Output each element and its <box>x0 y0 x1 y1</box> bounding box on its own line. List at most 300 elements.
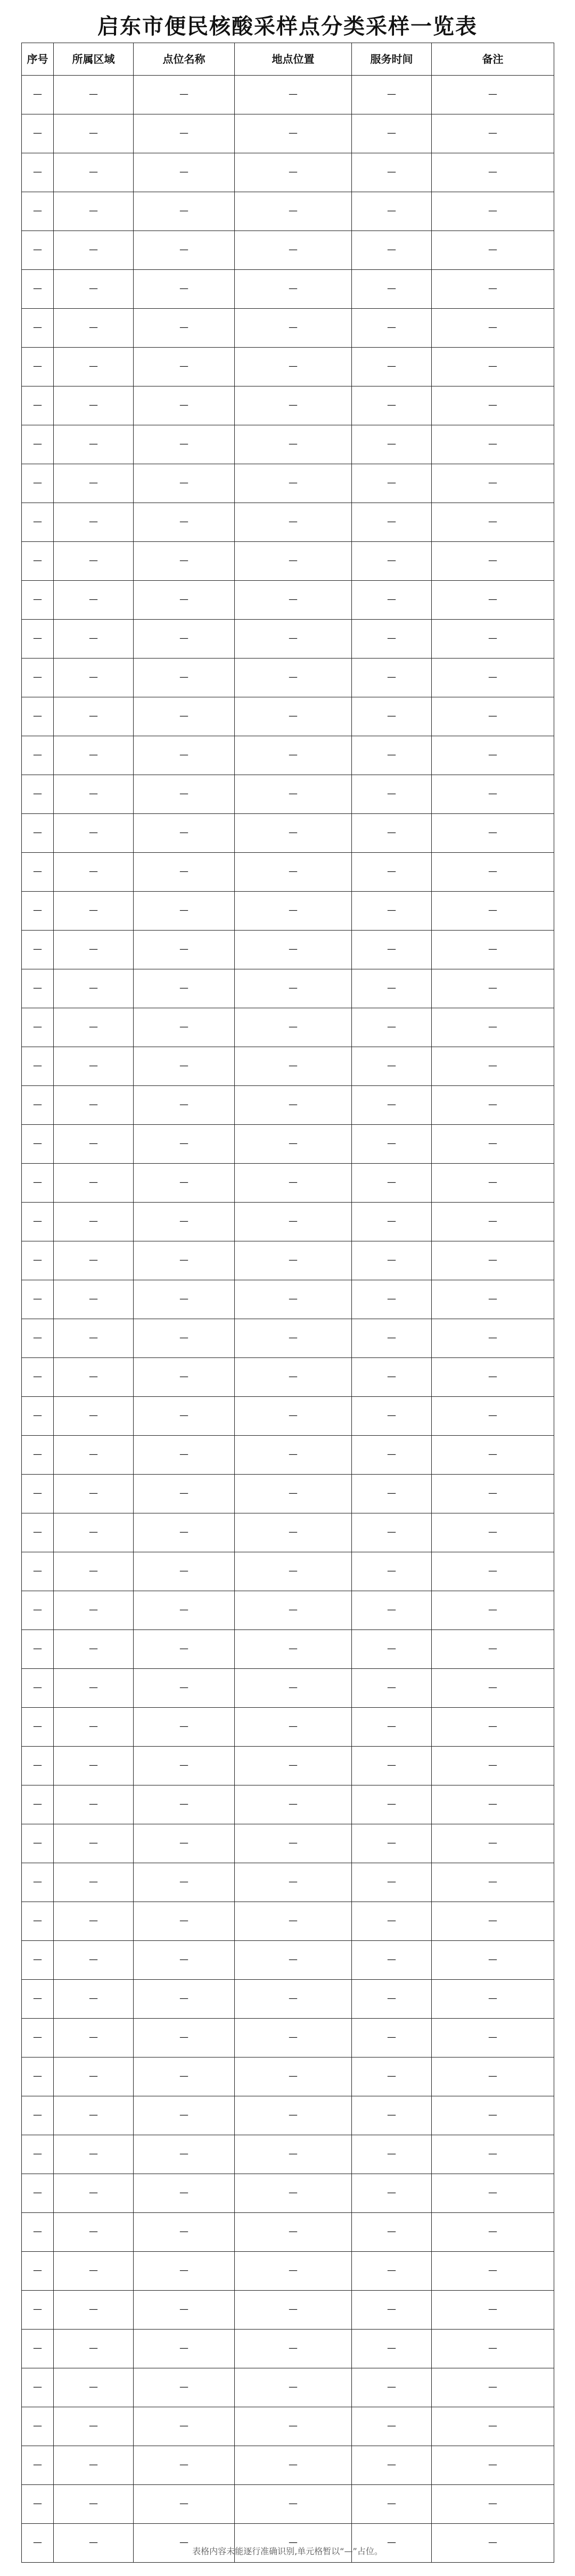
table-cell: — <box>352 2019 432 2057</box>
table-cell: — <box>235 309 352 348</box>
table-cell: — <box>432 697 554 736</box>
table-cell: — <box>54 2135 134 2174</box>
table-cell: — <box>134 1630 235 1669</box>
table-row <box>22 348 554 386</box>
table-cell: — <box>432 76 554 114</box>
table-cell: — <box>432 114 554 153</box>
table-cell: — <box>54 1902 134 1941</box>
table-cell: — <box>22 1125 54 1164</box>
table-cell: — <box>235 348 352 386</box>
table-cell: — <box>235 1513 352 1552</box>
table-cell: — <box>352 1436 432 1475</box>
table-cell: — <box>22 1630 54 1669</box>
table-cell: — <box>54 1630 134 1669</box>
table-row <box>22 814 554 853</box>
table-row <box>22 2330 554 2368</box>
table-cell: — <box>22 542 54 581</box>
table-cell: — <box>432 386 554 425</box>
table-cell: — <box>54 620 134 659</box>
table-cell: — <box>352 581 432 620</box>
table-cell: — <box>432 2330 554 2368</box>
table-cell: — <box>352 1863 432 1902</box>
table-cell: — <box>54 2368 134 2407</box>
table-cell: — <box>54 386 134 425</box>
table-cell: — <box>22 1008 54 1047</box>
table-cell: — <box>235 2446 352 2485</box>
table-cell: — <box>22 114 54 153</box>
table-cell: — <box>432 659 554 697</box>
table-cell: — <box>235 503 352 542</box>
table-cell: — <box>352 1669 432 1708</box>
table-cell: — <box>22 503 54 542</box>
table-cell: — <box>54 2407 134 2446</box>
table-cell: — <box>22 2019 54 2057</box>
table-cell: — <box>235 1708 352 1747</box>
table-cell: — <box>352 270 432 309</box>
table-cell: — <box>22 1669 54 1708</box>
table-row <box>22 1669 554 1708</box>
table-cell: — <box>54 1203 134 1241</box>
table-cell: — <box>22 1902 54 1941</box>
table-cell: — <box>432 542 554 581</box>
table-cell: — <box>352 2252 432 2291</box>
table-cell: — <box>432 1125 554 1164</box>
table-row <box>22 542 554 581</box>
table-cell: — <box>54 2485 134 2524</box>
table-cell: — <box>22 892 54 931</box>
table-cell: — <box>352 2291 432 2330</box>
table-row <box>22 192 554 231</box>
table-cell: — <box>352 2135 432 2174</box>
table-cell: — <box>22 1513 54 1552</box>
table-cell: — <box>54 1280 134 1319</box>
table-cell: — <box>235 2057 352 2096</box>
table-cell: — <box>352 1280 432 1319</box>
table-cell: — <box>235 1669 352 1708</box>
table-cell: — <box>432 620 554 659</box>
table-cell: — <box>432 931 554 969</box>
table-cell: — <box>432 2096 554 2135</box>
table-cell: — <box>54 1747 134 1785</box>
table-cell: — <box>134 1669 235 1708</box>
table-cell: — <box>54 2019 134 2057</box>
table-cell: — <box>22 931 54 969</box>
table-cell: — <box>134 1980 235 2019</box>
table-cell: — <box>235 1125 352 1164</box>
table-row <box>22 2057 554 2096</box>
table-cell: — <box>432 2407 554 2446</box>
table-cell: — <box>235 1008 352 1047</box>
table-cell: — <box>352 386 432 425</box>
table-cell: — <box>432 1591 554 1630</box>
table-cell: — <box>134 1397 235 1436</box>
table-cell: — <box>54 542 134 581</box>
table-cell: — <box>22 2174 54 2213</box>
table-cell: — <box>54 1863 134 1902</box>
table-row <box>22 1008 554 1047</box>
table-cell: — <box>432 1164 554 1203</box>
table-cell: — <box>134 1863 235 1902</box>
table-cell: — <box>432 1785 554 1824</box>
table-row <box>22 697 554 736</box>
table-cell: — <box>54 1086 134 1125</box>
table-cell: — <box>352 892 432 931</box>
table-cell: — <box>22 1941 54 1980</box>
table-cell: — <box>235 1475 352 1513</box>
table-row <box>22 1397 554 1436</box>
table-cell: — <box>352 2174 432 2213</box>
table-cell: — <box>352 1941 432 1980</box>
table-cell: — <box>352 348 432 386</box>
table-cell: — <box>432 1436 554 1475</box>
table-cell: — <box>54 2252 134 2291</box>
table-row <box>22 853 554 892</box>
table-row <box>22 1591 554 1630</box>
table-cell: — <box>432 1203 554 1241</box>
table-cell: — <box>432 1552 554 1591</box>
table-row <box>22 270 554 309</box>
table-cell: — <box>134 1941 235 1980</box>
table-cell: — <box>352 1591 432 1630</box>
table-cell: — <box>432 1513 554 1552</box>
sampling-points-table <box>21 43 554 2563</box>
table-cell: — <box>54 1125 134 1164</box>
table-cell: — <box>134 1358 235 1397</box>
table-cell: — <box>235 231 352 270</box>
table-cell: — <box>432 1397 554 1436</box>
table-cell: — <box>134 1241 235 1280</box>
table-cell: — <box>134 1203 235 1241</box>
table-cell: — <box>134 2524 235 2563</box>
table-cell: — <box>352 153 432 192</box>
table-cell: — <box>235 2252 352 2291</box>
table-cell: — <box>352 1125 432 1164</box>
table-cell: — <box>235 775 352 814</box>
table-cell: — <box>432 192 554 231</box>
table-cell: — <box>235 2485 352 2524</box>
table-cell: — <box>54 2330 134 2368</box>
table-cell: — <box>352 76 432 114</box>
table-cell: — <box>134 464 235 503</box>
table-cell: — <box>235 464 352 503</box>
table-cell: — <box>54 270 134 309</box>
table-cell: — <box>54 192 134 231</box>
table-cell: — <box>134 1164 235 1203</box>
table-cell: — <box>432 153 554 192</box>
table-cell: — <box>134 114 235 153</box>
table-cell: — <box>54 581 134 620</box>
table-cell: — <box>134 1047 235 1086</box>
table-cell: — <box>432 348 554 386</box>
table-cell: — <box>235 270 352 309</box>
table-row <box>22 309 554 348</box>
table-cell: — <box>432 1008 554 1047</box>
table-cell: — <box>235 2330 352 2368</box>
table-cell: — <box>134 1552 235 1591</box>
table-cell: — <box>54 1475 134 1513</box>
table-cell: — <box>352 1902 432 1941</box>
table-cell: — <box>134 2446 235 2485</box>
table-cell: — <box>432 581 554 620</box>
table-cell: — <box>22 2330 54 2368</box>
table-cell: — <box>54 2446 134 2485</box>
table-cell: — <box>352 1747 432 1785</box>
table-row <box>22 1125 554 1164</box>
table-cell: — <box>432 2524 554 2563</box>
table-cell: — <box>235 620 352 659</box>
table-row <box>22 1863 554 1902</box>
table-cell: — <box>352 1203 432 1241</box>
table-cell: — <box>432 736 554 775</box>
table-cell: — <box>432 2019 554 2057</box>
table-cell: — <box>54 1008 134 1047</box>
table-row <box>22 464 554 503</box>
table-cell: — <box>432 853 554 892</box>
table-cell: — <box>22 736 54 775</box>
table-cell: — <box>235 386 352 425</box>
table-cell: — <box>432 2446 554 2485</box>
header-service-time: 服务时间 <box>352 43 432 76</box>
table-cell: — <box>432 2174 554 2213</box>
table-cell: — <box>352 1164 432 1203</box>
table-cell: — <box>235 2096 352 2135</box>
table-row <box>22 425 554 464</box>
table-cell: — <box>54 659 134 697</box>
table-cell: — <box>134 542 235 581</box>
table-cell: — <box>54 1785 134 1824</box>
table-cell: — <box>432 1319 554 1358</box>
table-cell: — <box>134 1008 235 1047</box>
table-cell: — <box>352 1980 432 2019</box>
table-cell: — <box>432 1241 554 1280</box>
table-cell: — <box>22 153 54 192</box>
table-row <box>22 1902 554 1941</box>
table-cell: — <box>134 2330 235 2368</box>
table-row <box>22 1319 554 1358</box>
table-sheet <box>21 43 554 2563</box>
table-cell: — <box>22 1358 54 1397</box>
table-cell: — <box>54 348 134 386</box>
table-cell: — <box>22 1785 54 1824</box>
table-cell: — <box>235 1047 352 1086</box>
table-cell: — <box>432 270 554 309</box>
table-cell: — <box>54 425 134 464</box>
table-row <box>22 2019 554 2057</box>
table-row <box>22 1164 554 1203</box>
table-cell: — <box>235 2368 352 2407</box>
table-cell: — <box>54 464 134 503</box>
table-cell: — <box>22 2407 54 2446</box>
table-cell: — <box>54 931 134 969</box>
table-cell: — <box>54 736 134 775</box>
table-cell: — <box>235 1086 352 1125</box>
table-cell: — <box>432 2057 554 2096</box>
table-row <box>22 969 554 1008</box>
table-cell: — <box>352 309 432 348</box>
table-cell: — <box>22 2291 54 2330</box>
table-cell: — <box>235 76 352 114</box>
table-row <box>22 231 554 270</box>
table-cell: — <box>22 2446 54 2485</box>
table-cell: — <box>432 969 554 1008</box>
table-cell: — <box>352 464 432 503</box>
table-cell: — <box>134 2135 235 2174</box>
table-cell: — <box>54 775 134 814</box>
table-cell: — <box>54 503 134 542</box>
table-row <box>22 620 554 659</box>
table-cell: — <box>352 2330 432 2368</box>
table-cell: — <box>352 192 432 231</box>
table-cell: — <box>432 1280 554 1319</box>
table-cell: — <box>22 1475 54 1513</box>
table-cell: — <box>235 1630 352 1669</box>
table-cell: — <box>22 969 54 1008</box>
table-row <box>22 1552 554 1591</box>
table-cell: — <box>134 1475 235 1513</box>
table-cell: — <box>352 1397 432 1436</box>
header-area: 所属区域 <box>54 43 134 76</box>
table-cell: — <box>134 736 235 775</box>
table-cell: — <box>235 659 352 697</box>
table-cell: — <box>54 892 134 931</box>
table-cell: — <box>134 814 235 853</box>
table-cell: — <box>235 1863 352 1902</box>
table-cell: — <box>54 814 134 853</box>
table-cell: — <box>235 1358 352 1397</box>
table-cell: — <box>54 2174 134 2213</box>
table-cell: — <box>235 1164 352 1203</box>
table-cell: — <box>235 1203 352 1241</box>
table-cell: — <box>352 1475 432 1513</box>
table-cell: — <box>235 2019 352 2057</box>
table-row <box>22 1047 554 1086</box>
table-cell: — <box>352 969 432 1008</box>
table-cell: — <box>134 1708 235 1747</box>
table-cell: — <box>134 2213 235 2252</box>
table-cell: — <box>134 931 235 969</box>
table-cell: — <box>432 231 554 270</box>
table-cell: — <box>22 2057 54 2096</box>
table-cell: — <box>432 1358 554 1397</box>
table-cell: — <box>22 1047 54 1086</box>
table-cell: — <box>54 1397 134 1436</box>
table-cell: — <box>235 931 352 969</box>
table-cell: — <box>22 2213 54 2252</box>
table-cell: — <box>22 1241 54 1280</box>
table-cell: — <box>54 1164 134 1203</box>
table-cell: — <box>22 697 54 736</box>
table-cell: — <box>22 1980 54 2019</box>
table-row <box>22 2174 554 2213</box>
table-cell: — <box>54 1941 134 1980</box>
table-cell: — <box>134 231 235 270</box>
table-cell: — <box>432 1086 554 1125</box>
table-cell: — <box>54 1436 134 1475</box>
table-row <box>22 1785 554 1824</box>
table-cell: — <box>134 581 235 620</box>
table-cell: — <box>352 2524 432 2563</box>
table-cell: — <box>22 1591 54 1630</box>
table-cell: — <box>432 1475 554 1513</box>
table-cell: — <box>352 814 432 853</box>
table-cell: — <box>22 309 54 348</box>
table-cell: — <box>54 1980 134 2019</box>
table-cell: — <box>134 76 235 114</box>
table-cell: — <box>22 659 54 697</box>
table-cell: — <box>22 386 54 425</box>
header-location: 地点位置 <box>235 43 352 76</box>
table-cell: — <box>235 1241 352 1280</box>
table-cell: — <box>134 153 235 192</box>
table-cell: — <box>352 620 432 659</box>
table-cell: — <box>235 1824 352 1863</box>
table-cell: — <box>22 1086 54 1125</box>
table-cell: — <box>134 2174 235 2213</box>
table-cell: — <box>134 697 235 736</box>
table-cell: — <box>235 814 352 853</box>
table-cell: — <box>235 697 352 736</box>
table-row <box>22 1280 554 1319</box>
table-cell: — <box>54 1358 134 1397</box>
table-cell: — <box>22 1164 54 1203</box>
table-cell: — <box>432 2368 554 2407</box>
table-cell: — <box>134 1319 235 1358</box>
table-cell: — <box>134 2096 235 2135</box>
table-cell: — <box>54 1824 134 1863</box>
table-cell: — <box>352 1047 432 1086</box>
table-row <box>22 2096 554 2135</box>
table-cell: — <box>352 2213 432 2252</box>
table-row <box>22 2135 554 2174</box>
page-title: 启东市便民核酸采样点分类采样一览表 <box>97 14 478 39</box>
table-cell: — <box>22 1747 54 1785</box>
table-cell: — <box>54 231 134 270</box>
table-cell: — <box>352 659 432 697</box>
table-cell: — <box>432 503 554 542</box>
table-cell: — <box>22 2252 54 2291</box>
table-cell: — <box>134 1125 235 1164</box>
table-cell: — <box>235 2213 352 2252</box>
table-cell: — <box>352 114 432 153</box>
table-row <box>22 581 554 620</box>
table-cell: — <box>134 425 235 464</box>
table-cell: — <box>352 2057 432 2096</box>
table-cell: — <box>432 1669 554 1708</box>
table-cell: — <box>352 425 432 464</box>
table-cell: — <box>352 2485 432 2524</box>
table-cell: — <box>134 659 235 697</box>
table-cell: — <box>352 1513 432 1552</box>
table-cell: — <box>134 348 235 386</box>
table-cell: — <box>22 2368 54 2407</box>
table-cell: — <box>352 1358 432 1397</box>
table-row <box>22 153 554 192</box>
table-cell: — <box>235 892 352 931</box>
table-cell: — <box>235 1747 352 1785</box>
table-row <box>22 386 554 425</box>
table-row <box>22 892 554 931</box>
table-cell: — <box>54 1552 134 1591</box>
table-cell: — <box>235 1552 352 1591</box>
table-cell: — <box>22 464 54 503</box>
table-cell: — <box>54 114 134 153</box>
table-cell: — <box>134 1902 235 1941</box>
table-cell: — <box>352 2407 432 2446</box>
table-cell: — <box>22 2524 54 2563</box>
table-cell: — <box>235 2524 352 2563</box>
header-index: 序号 <box>22 43 54 76</box>
table-cell: — <box>432 2135 554 2174</box>
